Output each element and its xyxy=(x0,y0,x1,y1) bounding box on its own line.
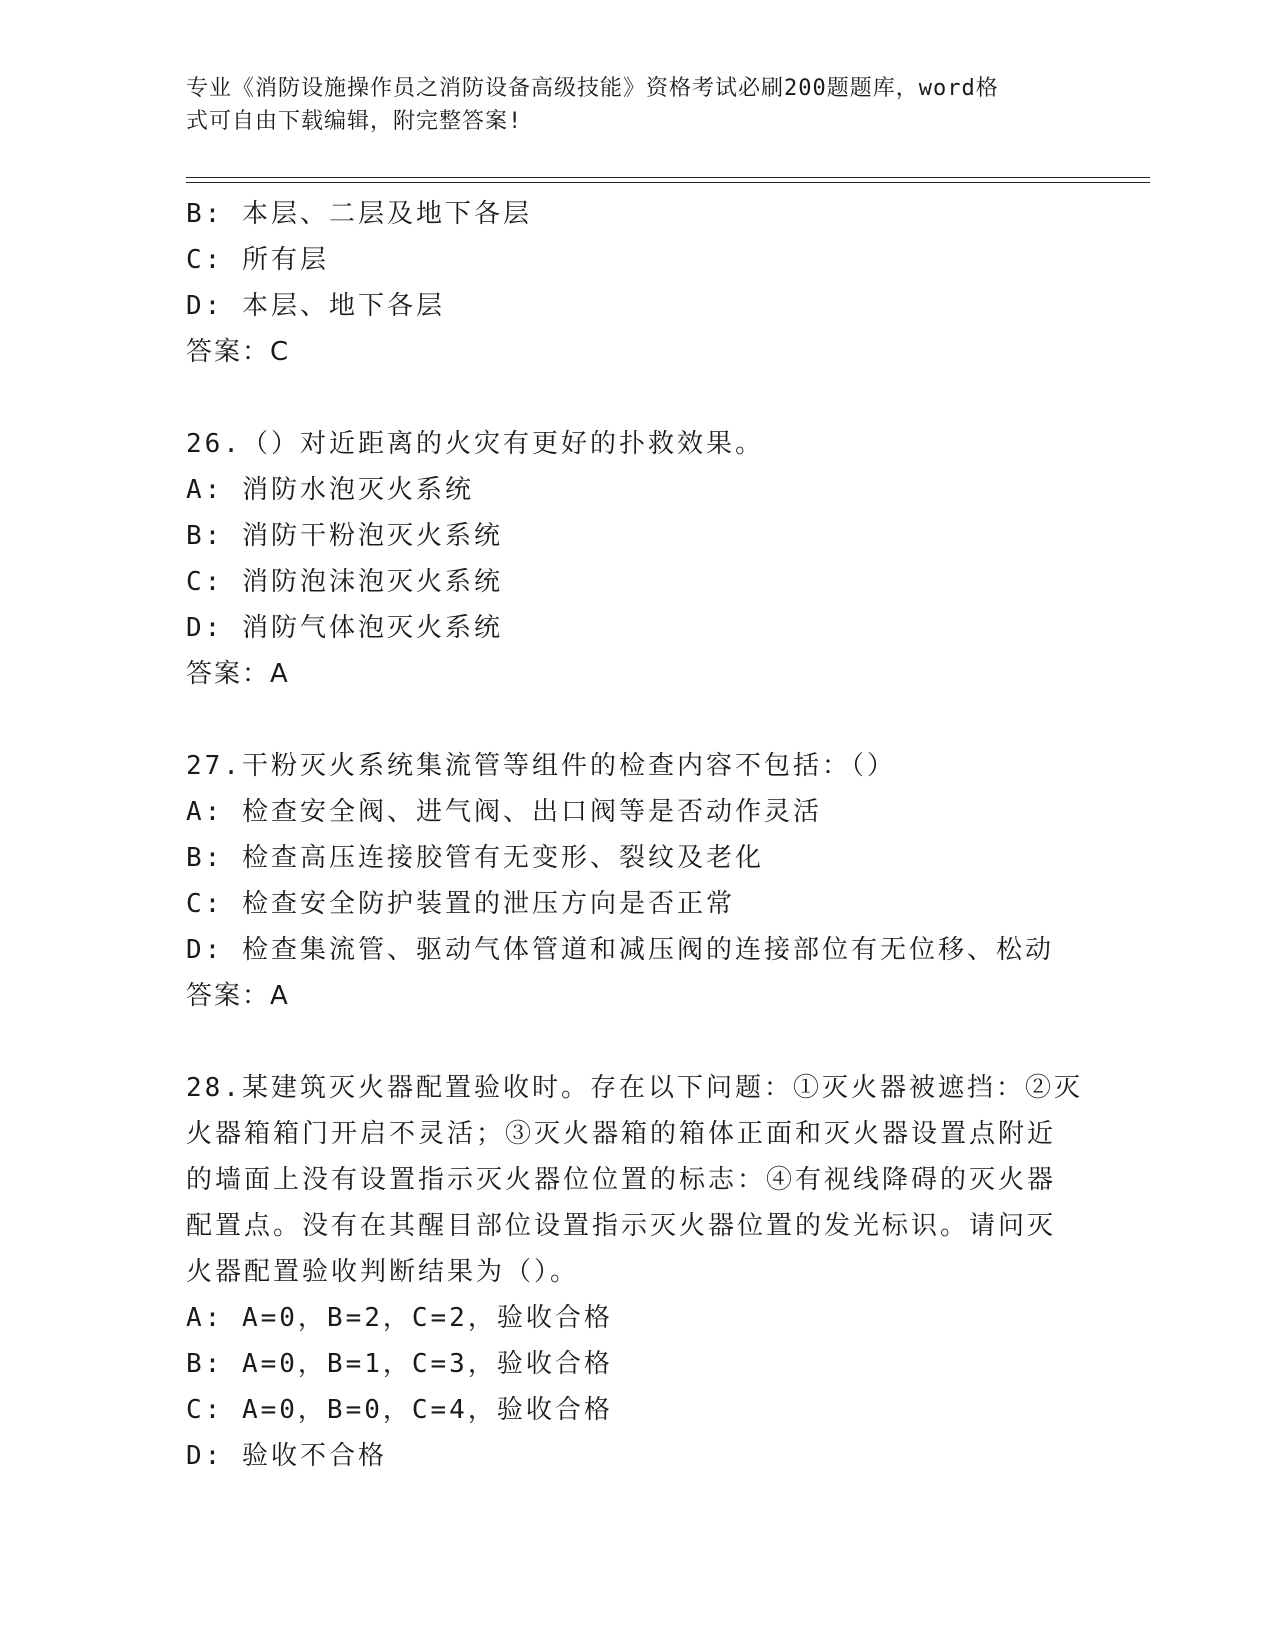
question-stem-line-4: 配置点。没有在其醒目部位设置指示灭火器位置的发光标识。请问灭 xyxy=(186,1211,1057,1241)
question-25-continued xyxy=(186,191,1086,375)
question-stem-line-3: 的墙面上没有设置指示灭火器位位置的标志：④有视线降碍的灭火器 xyxy=(186,1165,1057,1195)
option-d: D: 消防气体泡灭火系统 xyxy=(186,613,503,643)
question-stem-line-2: 火器箱箱门开启不灵活；③灭火器箱的箱体正面和灭火器设置点附近 xyxy=(186,1119,1057,1149)
option-d: D: 验收不合格 xyxy=(186,1441,387,1471)
header-rule-bottom xyxy=(186,182,1150,183)
option-c: C: 所有层 xyxy=(186,245,329,275)
question-stem: 27.干粉灭火系统集流管等组件的检查内容不包括：（） xyxy=(186,751,896,781)
answer: 答案：C xyxy=(186,337,291,367)
question-list xyxy=(186,191,1086,1479)
question-27 xyxy=(186,743,1086,1019)
option-d: D: 检查集流管、驱动气体管道和减压阀的连接部位有无位移、松动 xyxy=(186,935,1054,965)
header-line-1: 专业《消防设施操作员之消防设备高级技能》资格考试必刷200题题库，word格 xyxy=(186,76,999,101)
option-c: C: A=0，B=0，C=4，验收合格 xyxy=(186,1395,613,1425)
question-28 xyxy=(186,1065,1086,1479)
option-a: A: 消防水泡灭火系统 xyxy=(186,475,474,505)
option-b: B: 检查高压连接胶管有无变形、裂纹及老化 xyxy=(186,843,764,873)
header-rule-top xyxy=(186,177,1150,178)
answer: 答案：A xyxy=(186,981,290,1011)
option-b: B: 消防干粉泡灭火系统 xyxy=(186,521,503,551)
question-stem: 26.（）对近距离的火灾有更好的扑救效果。 xyxy=(186,429,764,459)
option-b: B: 本层、二层及地下各层 xyxy=(186,199,532,229)
answer: 答案：A xyxy=(186,659,290,689)
option-d: D: 本层、地下各层 xyxy=(186,291,445,321)
document-header xyxy=(186,72,1066,138)
question-26 xyxy=(186,421,1086,697)
option-c: C: 消防泡沫泡灭火系统 xyxy=(186,567,503,597)
option-b: B: A=0，B=1，C=3，验收合格 xyxy=(186,1349,613,1379)
option-a: A: A=0，B=2，C=2，验收合格 xyxy=(186,1303,613,1333)
question-stem-line-5: 火器配置验收判断结果为（）。 xyxy=(186,1257,580,1287)
option-c: C: 检查安全防护装置的泄压方向是否正常 xyxy=(186,889,735,919)
question-stem-line-1: 28.某建筑灭火器配置验收时。存在以下问题：①灭火器被遮挡：②灭 xyxy=(186,1073,1083,1103)
header-line-2: 式可自由下载编辑，附完整答案! xyxy=(186,109,523,134)
option-a: A: 检查安全阀、进气阀、出口阀等是否动作灵活 xyxy=(186,797,822,827)
